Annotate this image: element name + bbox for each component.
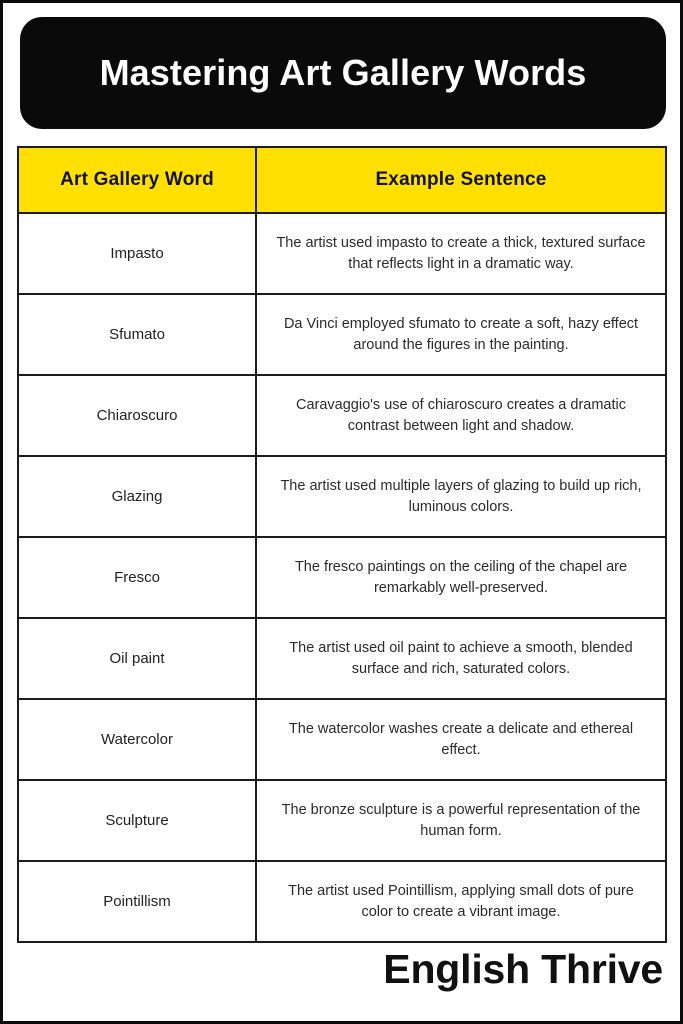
- cell-example-sentence: Da Vinci employed sfumato to create a soft, hazy effect around the figures in the painting.: [256, 294, 666, 375]
- table-row: [18, 537, 666, 618]
- table-row: [18, 699, 666, 780]
- cell-art-gallery-word: Impasto: [18, 213, 256, 294]
- page-content: [3, 3, 680, 1021]
- page-title: Mastering Art Gallery Words: [99, 52, 587, 94]
- cell-example-sentence: The artist used oil paint to achieve a smooth, blended surface and rich, saturated colors.: [256, 618, 666, 699]
- cell-example-sentence: Caravaggio's use of chiaroscuro creates a dramatic contrast between light and shadow.: [256, 375, 666, 456]
- cell-art-gallery-word: Chiaroscuro: [18, 375, 256, 456]
- table-row: [18, 456, 666, 537]
- cell-art-gallery-word: Sfumato: [18, 294, 256, 375]
- vocabulary-table: [17, 146, 667, 943]
- cell-art-gallery-word: Oil paint: [18, 618, 256, 699]
- table-row: [18, 861, 666, 942]
- cell-example-sentence: The artist used impasto to create a thick, textured surface that reflects light in a dramatic way.: [256, 213, 666, 294]
- footer-brand: [17, 946, 665, 992]
- vocabulary-table-container: [17, 146, 665, 943]
- column-header-sentence: Example Sentence: [256, 147, 666, 213]
- cell-example-sentence: The artist used Pointillism, applying small dots of pure color to create a vibrant image.: [256, 861, 666, 942]
- cell-art-gallery-word: Pointillism: [18, 861, 256, 942]
- table-header-row: [18, 147, 666, 213]
- cell-art-gallery-word: Watercolor: [18, 699, 256, 780]
- title-banner: [20, 17, 666, 129]
- table-body: [18, 213, 666, 942]
- brand-name: English Thrive: [383, 946, 663, 992]
- table-row: [18, 213, 666, 294]
- cell-example-sentence: The bronze sculpture is a powerful representation of the human form.: [256, 780, 666, 861]
- cell-art-gallery-word: Glazing: [18, 456, 256, 537]
- table-row: [18, 375, 666, 456]
- cell-example-sentence: The watercolor washes create a delicate and ethereal effect.: [256, 699, 666, 780]
- cell-art-gallery-word: Sculpture: [18, 780, 256, 861]
- table-header: [18, 147, 666, 213]
- cell-example-sentence: The artist used multiple layers of glazing to build up rich, luminous colors.: [256, 456, 666, 537]
- table-row: [18, 618, 666, 699]
- cell-example-sentence: The fresco paintings on the ceiling of the chapel are remarkably well-preserved.: [256, 537, 666, 618]
- table-row: [18, 780, 666, 861]
- table-row: [18, 294, 666, 375]
- column-header-word: Art Gallery Word: [18, 147, 256, 213]
- cell-art-gallery-word: Fresco: [18, 537, 256, 618]
